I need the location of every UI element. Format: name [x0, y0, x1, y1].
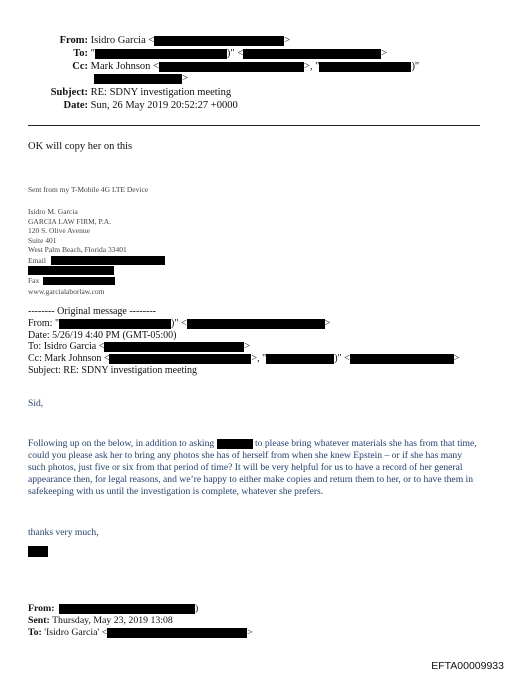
message-greeting: Sid,: [28, 398, 44, 409]
earlier-from-label: From:: [28, 603, 55, 614]
original-message-block: [28, 306, 459, 377]
redaction-block: [107, 628, 247, 638]
redaction-block: [159, 62, 304, 72]
signature-email-row: [28, 256, 46, 266]
redaction-block: [94, 74, 182, 84]
header-from-line: From: Isidro Garcia < >: [46, 34, 290, 47]
signature-website: www.garcialaborlaw.com: [28, 287, 105, 296]
redaction-block: [95, 49, 227, 59]
header-subject-label: Subject:: [50, 87, 88, 98]
header-cc-line: Cc: Mark Johnson < >, " )": [46, 60, 419, 73]
redaction-block: [59, 604, 195, 614]
original-cc-line: Cc: Mark Johnson < >, " )" < >: [28, 353, 460, 365]
signature-email-label: Email: [28, 256, 46, 265]
header-date-line: [26, 99, 238, 112]
original-subject-line: Subject: RE: SDNY investigation meeting: [28, 364, 198, 376]
redaction-block: [187, 319, 325, 329]
redaction-block: [59, 319, 171, 329]
signature-block: [28, 207, 127, 255]
header-to-line: To: " )" < >: [46, 47, 387, 60]
header-date-label: Date:: [63, 100, 88, 111]
redaction-block: [43, 277, 115, 285]
signature-street: 120 S. Olive Avenue: [28, 226, 90, 236]
redaction-block: [266, 354, 334, 364]
message-closing: thanks very much,: [28, 527, 99, 538]
redaction-block: [154, 36, 284, 46]
earlier-to-label: To:: [28, 627, 42, 638]
earlier-to-value: 'Isidro Garcia' <: [44, 627, 108, 638]
signature-firm: GARCIA LAW FIRM, P.A.: [28, 216, 112, 226]
header-cc-label: Cc:: [72, 61, 88, 72]
redaction-block: [104, 342, 244, 352]
original-date-line: Date: 5/26/19 4:40 PM (GMT-05:00): [28, 329, 177, 341]
message-paragraph: [28, 438, 478, 498]
original-from-line: From: " )" < >: [28, 317, 331, 329]
signature-fax-label: Fax: [28, 276, 40, 285]
header-cc-name: Mark Johnson <: [90, 61, 159, 72]
header-subject-line: [26, 86, 231, 99]
signature-suite: Suite 401: [28, 235, 57, 245]
header-to-label: To:: [73, 48, 88, 59]
redaction-block: [217, 439, 253, 449]
header-from-label: From:: [59, 35, 88, 46]
signature-name: Isidro M. Garcia: [28, 207, 78, 216]
earlier-to-line: To: 'Isidro Garcia' < >: [28, 627, 253, 638]
header-from-name: Isidro Garcia <: [90, 35, 155, 46]
redaction-block: [28, 546, 48, 557]
earlier-sent-value: Thursday, May 23, 2019 13:08: [52, 615, 173, 626]
redaction-block: [350, 354, 454, 364]
redaction-block: [28, 266, 114, 275]
reply-text: OK will copy her on this: [28, 141, 133, 152]
original-message-divider: -------- Original message --------: [28, 306, 156, 317]
header-subject-value: RE: SDNY investigation meeting: [90, 87, 232, 98]
sent-from-device: Sent from my T-Mobile 4G LTE Device: [28, 185, 149, 194]
header-cc-line-2: >: [90, 72, 188, 85]
header-date-value: Sun, 26 May 2019 20:52:27 +0000: [90, 100, 238, 111]
redaction-block: [319, 62, 411, 72]
redaction-block: [109, 354, 251, 364]
message-paragraph-rest: to please bring whatever materials she has from that time, could you please ask her to bring any photos she has of herself from when she knew Epstein – or if she has many such photos, just five or six from that period of time? It will be very helpful for us to have a record of her general appearance then, for legal reasons, and we’re happy to either make copies and return them to her, or to have them in safekeeping with us until the investigation is complete, whatever she prefers.: [28, 438, 477, 497]
earlier-from-line: From: ): [28, 603, 199, 614]
original-to-line: To: Isidro Garcia < >: [28, 341, 250, 353]
message-paragraph-start: Following up on the below, in addition to asking: [28, 438, 215, 449]
header-divider: [28, 125, 480, 126]
redaction-block: [51, 256, 165, 265]
signature-city: West Palm Beach, Florida 33401: [28, 245, 127, 255]
redaction-block: [243, 49, 381, 59]
bates-number: EFTA00009933: [431, 660, 504, 672]
earlier-sent-line: [28, 615, 173, 627]
earlier-sent-label: Sent:: [28, 615, 50, 626]
signature-fax-row: [28, 276, 39, 286]
